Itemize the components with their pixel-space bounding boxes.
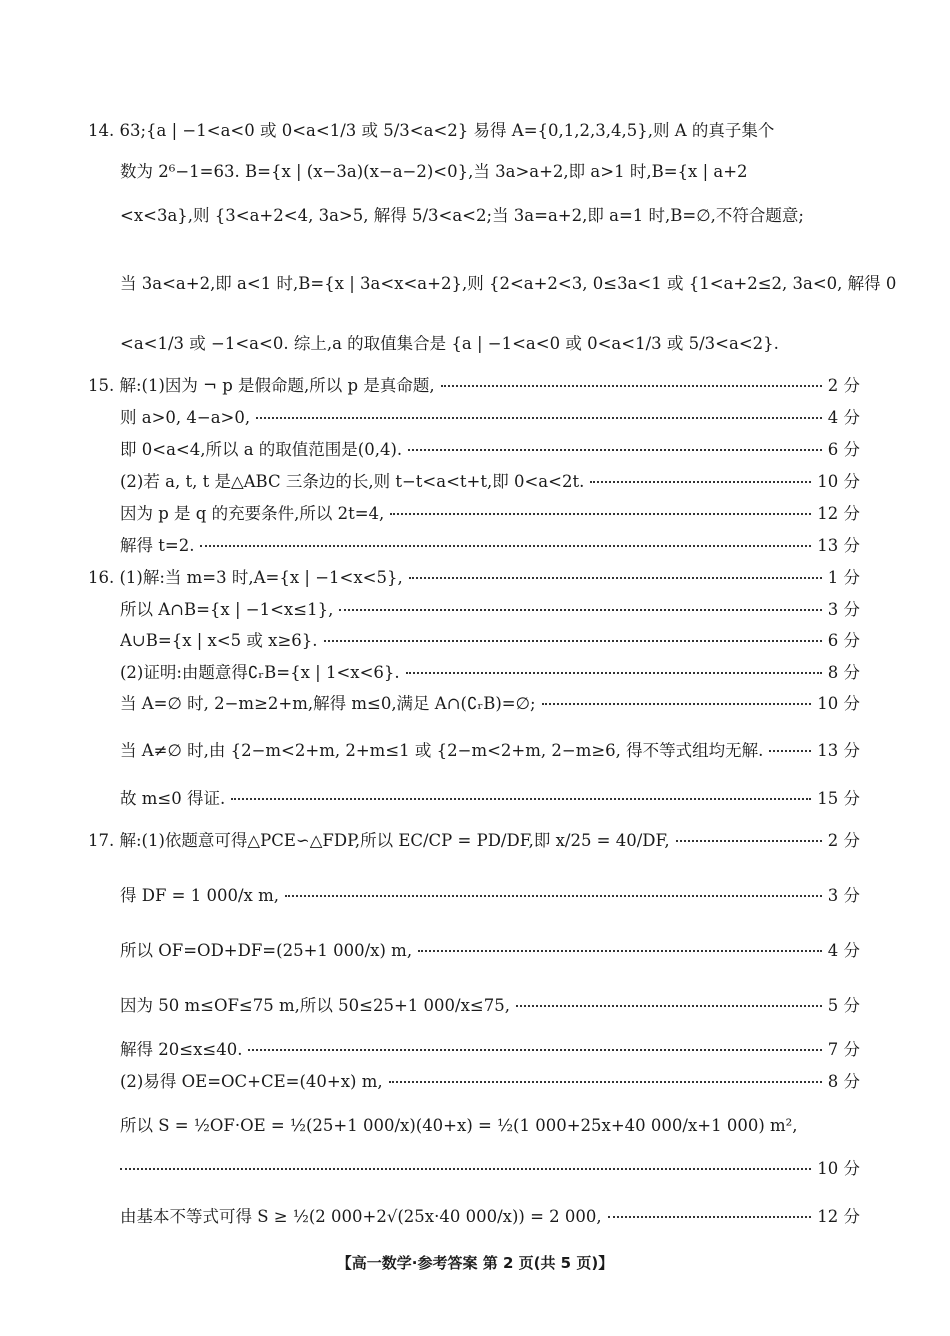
q15-row-text: 则 a>0, 4−a>0, bbox=[120, 408, 251, 427]
q15-row bbox=[120, 436, 860, 460]
q15-row-text: 解得 t=2. bbox=[120, 536, 195, 555]
q17-row-score: 7 分 bbox=[827, 1040, 860, 1059]
q17-row-text: 17. 解:(1)依题意可得△PCE∽△FDP,所以 EC/CP = PD/DF,即 x/25 = 40/DF, bbox=[88, 831, 670, 850]
q15-row-score: 12 分 bbox=[817, 504, 860, 523]
dot-leader bbox=[516, 1005, 822, 1007]
q17-row bbox=[88, 827, 860, 851]
q17-row-text: 所以 OF=OD+DF=(25+1 000/x) m, bbox=[120, 941, 413, 960]
q15-row bbox=[120, 468, 860, 492]
dot-leader bbox=[120, 1168, 811, 1170]
q16-row-score: 10 分 bbox=[817, 694, 860, 713]
q16-row-score: 15 分 bbox=[817, 789, 860, 808]
q16-row bbox=[120, 737, 860, 761]
q16-row bbox=[88, 564, 860, 588]
dot-leader bbox=[441, 385, 822, 387]
q16-row bbox=[120, 627, 860, 651]
dot-leader bbox=[256, 417, 822, 419]
q17-row bbox=[120, 937, 860, 961]
q16-row-text: 当 A=∅ 时, 2−m≥2+m,解得 m≤0,满足 A∩(∁ᵣB)=∅; bbox=[120, 694, 536, 713]
q16-row bbox=[120, 659, 860, 683]
q17-row-text: 由基本不等式可得 S ≥ ½(2 000+2√(25x·40 000/x)) = 2 000, bbox=[120, 1207, 602, 1226]
q15-row-text: (2)若 a, t, t 是△ABC 三条边的长,则 t−t<a<t+t,即 0<a<2t. bbox=[120, 472, 585, 491]
page-footer: 【高一数学·参考答案 第 2 页(共 5 页)】 bbox=[336, 1254, 614, 1272]
q15-row-text: 即 0<a<4,所以 a 的取值范围是(0,4). bbox=[120, 440, 403, 459]
dot-leader bbox=[676, 840, 822, 842]
q16-row-score: 3 分 bbox=[827, 600, 860, 619]
q17-row-text: 得 DF = 1 000/x m, bbox=[120, 886, 279, 905]
q16-row-score: 6 分 bbox=[827, 631, 860, 650]
q16-row-text: 故 m≤0 得证. bbox=[120, 789, 226, 808]
dot-leader bbox=[200, 545, 811, 547]
q17-row-score: 8 分 bbox=[827, 1072, 860, 1091]
q17-row bbox=[120, 1155, 860, 1179]
q17-row bbox=[120, 1203, 860, 1227]
dot-leader bbox=[409, 577, 822, 579]
q16-row-score: 1 分 bbox=[827, 568, 860, 587]
q17-row bbox=[120, 992, 860, 1016]
q17-row-score: 12 分 bbox=[817, 1207, 860, 1226]
q17-row-score: 2 分 bbox=[827, 831, 860, 850]
q15-row-score: 13 分 bbox=[817, 536, 860, 555]
q16-row-text: 16. (1)解:当 m=3 时,A={x | −1<x<5}, bbox=[88, 568, 403, 587]
q14-line-1: 14. 63;{a | −1<a<0 或 0<a<1/3 或 5/3<a<2} 易得 A={0,1,2,3,4,5},则 A 的真子集个 bbox=[88, 121, 775, 140]
q15-row-score: 6 分 bbox=[827, 440, 860, 459]
dot-leader bbox=[389, 1081, 822, 1083]
q14-line-5: <a<1/3 或 −1<a<0. 综上,a 的取值集合是 {a | −1<a<0 或 0<a<1/3 或 5/3<a<2}. bbox=[120, 334, 779, 353]
q17-row-score: 3 分 bbox=[827, 886, 860, 905]
q16-row-text: (2)证明:由题意得∁ᵣB={x | 1<x<6}. bbox=[120, 663, 400, 682]
q17-row-score: 10 分 bbox=[817, 1159, 860, 1178]
dot-leader bbox=[769, 750, 811, 752]
q17-row-text: 因为 50 m≤OF≤75 m,所以 50≤25+1 000/x≤75, bbox=[120, 996, 510, 1015]
dot-leader bbox=[418, 950, 822, 952]
dot-leader bbox=[324, 640, 822, 642]
dot-leader bbox=[406, 672, 822, 674]
q15-row-score: 4 分 bbox=[827, 408, 860, 427]
q14-line-3: <x<3a},则 {3<a+2<4, 3a>5, 解得 5/3<a<2;当 3a=a+2,即 a=1 时,B=∅,不符合题意; bbox=[120, 206, 804, 225]
q15-row bbox=[120, 532, 860, 556]
q16-row-score: 13 分 bbox=[817, 741, 860, 760]
q16-row bbox=[120, 785, 860, 809]
dot-leader bbox=[608, 1216, 812, 1218]
q15-row bbox=[88, 372, 860, 396]
q14-line-2: 数为 2⁶−1=63. B={x | (x−3a)(x−a−2)<0},当 3a>a+2,即 a>1 时,B={x | a+2 bbox=[120, 162, 748, 181]
q17-row-text: 解得 20≤x≤40. bbox=[120, 1040, 243, 1059]
q17-row bbox=[120, 1036, 860, 1060]
dot-leader bbox=[231, 798, 811, 800]
q17-row bbox=[120, 882, 860, 906]
q17-row-score: 4 分 bbox=[827, 941, 860, 960]
dot-leader bbox=[285, 895, 822, 897]
q16-row bbox=[120, 690, 860, 714]
q17-row-score: 5 分 bbox=[827, 996, 860, 1015]
q17-row-text: (2)易得 OE=OC+CE=(40+x) m, bbox=[120, 1072, 383, 1091]
q16-row-score: 8 分 bbox=[827, 663, 860, 682]
q14-line-4: 当 3a<a+2,即 a<1 时,B={x | 3a<x<a+2},则 {2<a+2<3, 0≤3a<1 或 {1<a+2≤2, 3a<0, 解得 0 bbox=[120, 274, 897, 293]
q17-row-text: 所以 S = ½OF·OE = ½(25+1 000/x)(40+x) = ½(1 000+25x+40 000/x+1 000) m², bbox=[120, 1116, 798, 1135]
q15-row bbox=[120, 404, 860, 428]
q16-row-text: A∪B={x | x<5 或 x≥6}. bbox=[120, 631, 318, 650]
q15-row bbox=[120, 500, 860, 524]
dot-leader bbox=[590, 481, 811, 483]
q15-row-text: 15. 解:(1)因为 ¬ p 是假命题,所以 p 是真命题, bbox=[88, 376, 435, 395]
dot-leader bbox=[408, 449, 822, 451]
q16-row bbox=[120, 596, 860, 620]
q15-row-score: 2 分 bbox=[827, 376, 860, 395]
dot-leader bbox=[339, 609, 821, 611]
dot-leader bbox=[390, 513, 811, 515]
dot-leader bbox=[248, 1049, 821, 1051]
q15-row-text: 因为 p 是 q 的充要条件,所以 2t=4, bbox=[120, 504, 385, 523]
q16-row-text: 所以 A∩B={x | −1<x≤1}, bbox=[120, 600, 334, 619]
q15-row-score: 10 分 bbox=[817, 472, 860, 491]
dot-leader bbox=[542, 703, 812, 705]
q16-row-text: 当 A≠∅ 时,由 {2−m<2+m, 2+m≤1 或 {2−m<2+m, 2−m≥6, 得不等式组均无解. bbox=[120, 741, 764, 760]
q17-row bbox=[120, 1068, 860, 1092]
